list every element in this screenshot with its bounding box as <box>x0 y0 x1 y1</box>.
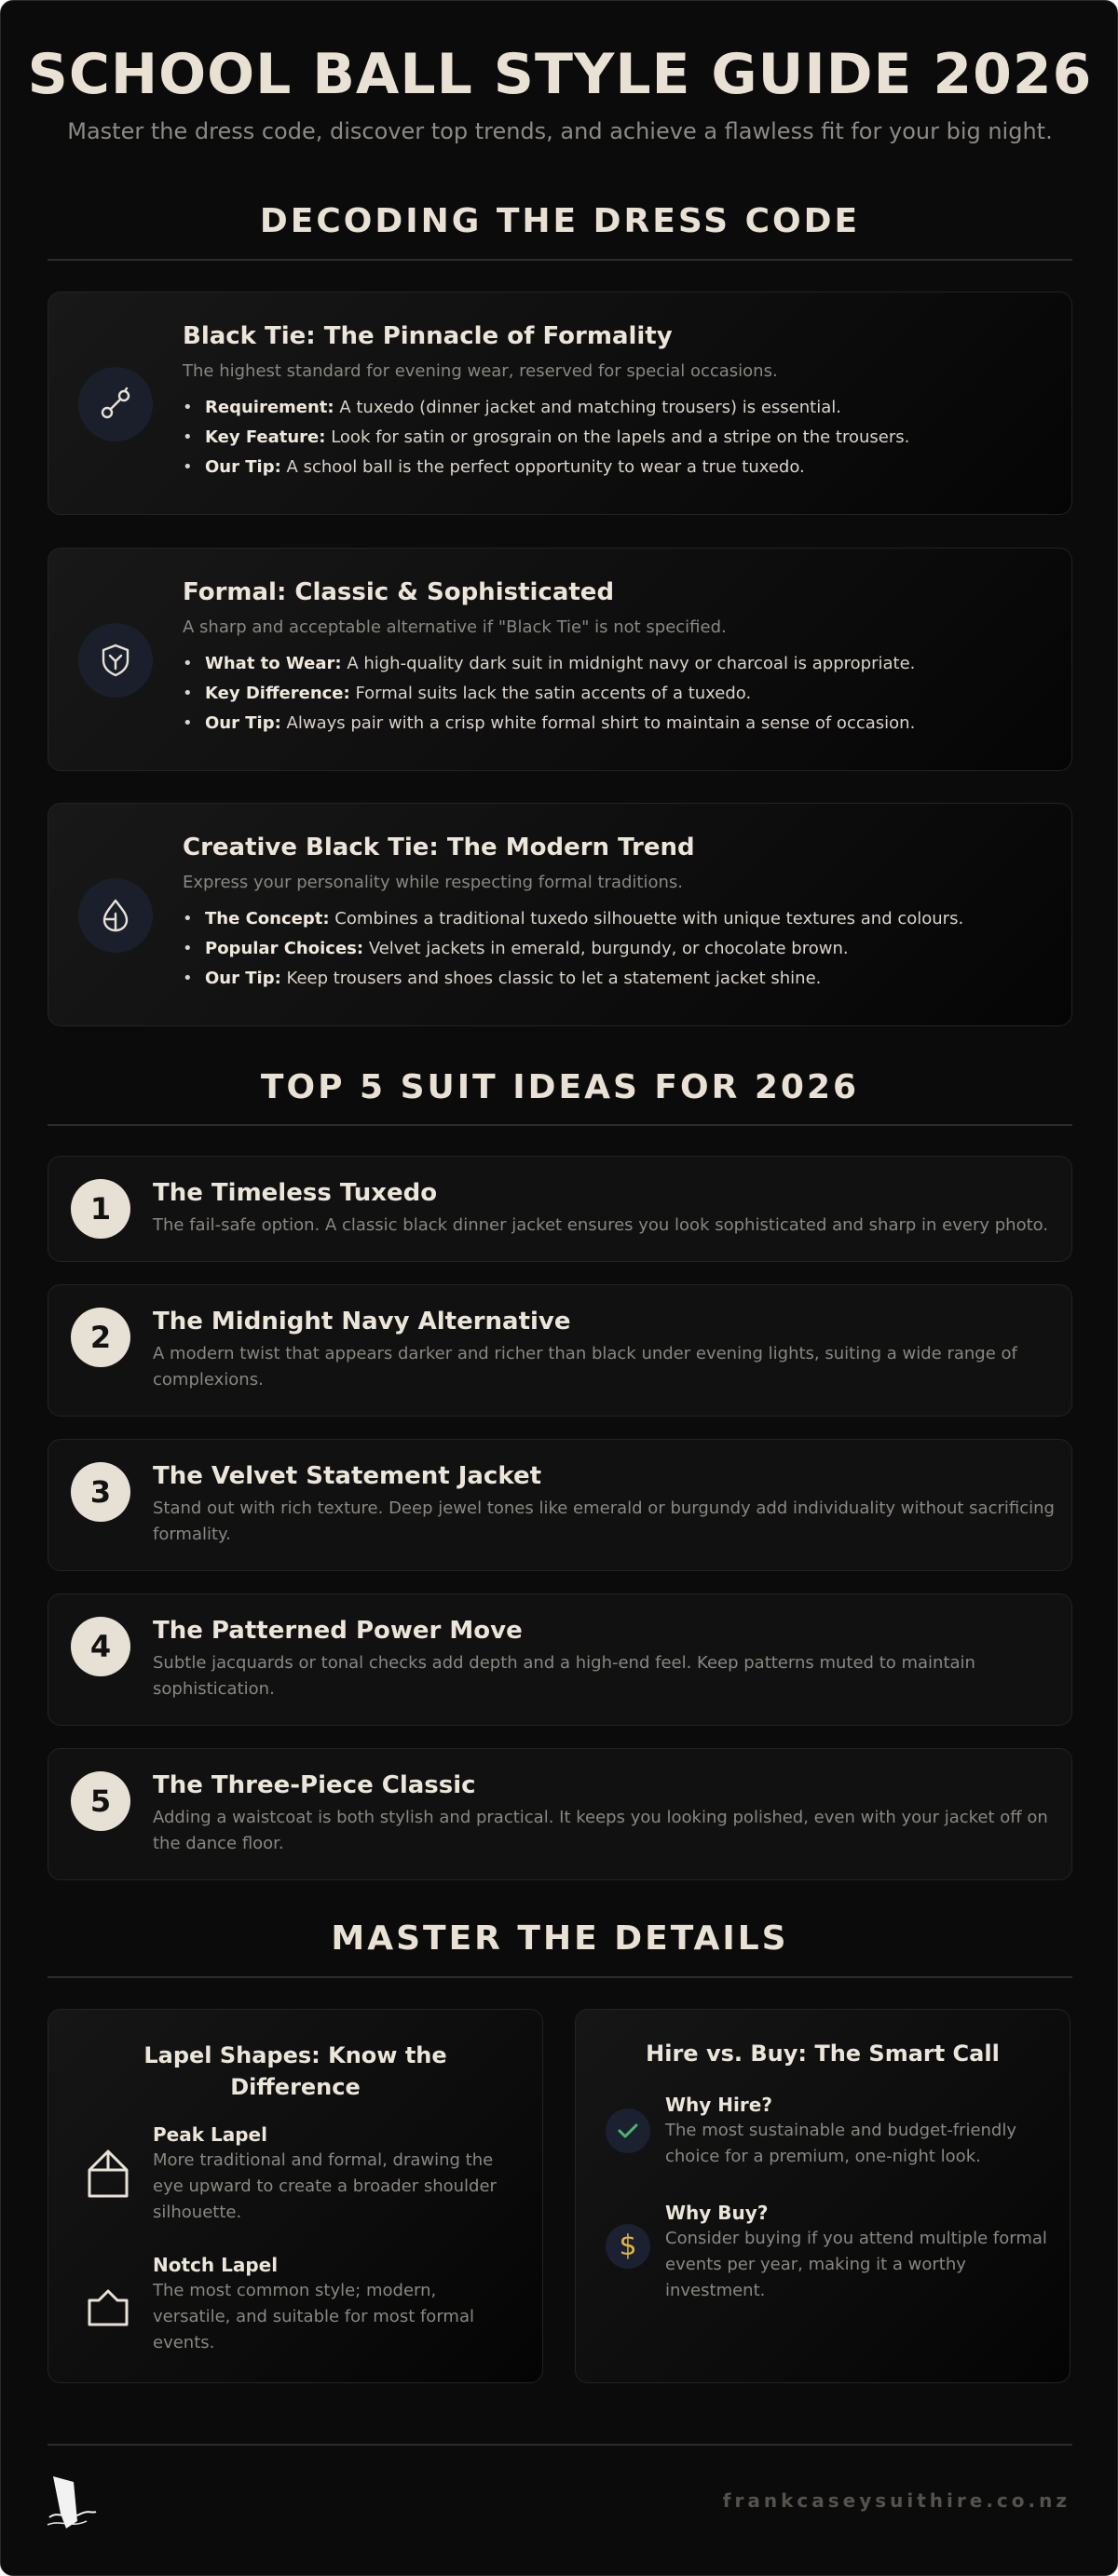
point-label: Key Feature: <box>205 427 326 447</box>
list-item <box>183 423 1049 453</box>
droplet-icon <box>78 878 153 953</box>
suit-card <box>48 1284 1072 1417</box>
lapel-item-title: Notch Lapel <box>153 2254 279 2276</box>
list-item <box>183 934 1049 964</box>
dress-code-card-formal <box>48 548 1072 771</box>
suit-card <box>48 1156 1072 1262</box>
tuxedo-pin-icon <box>78 367 153 441</box>
point-text: A tuxedo (dinner jacket and matching trousers) is essential. <box>339 398 841 417</box>
page-subtitle: Master the dress code, discover top trends, and achieve a flawless fit for your big night. <box>67 118 1053 144</box>
hire-item-text: The most sustainable and budget-friendly choice for a premium, one-night look. <box>665 2121 1017 2166</box>
point-text: A school ball is the perfect opportunity to wear a true tuxedo. <box>286 457 805 477</box>
suit-description: Subtle jacquards or tonal checks add depth and a high-end feel. Keep patterns muted to maintain sophistication. <box>153 1653 975 1699</box>
point-label: Popular Choices: <box>205 939 364 958</box>
suit-title: The Three-Piece Classic <box>153 1771 476 1799</box>
card-title: Black Tie: The Pinnacle of Formality <box>183 322 673 350</box>
card-title: Lapel Shapes: Know the Difference <box>143 2042 447 2100</box>
suit-number-badge: 4 <box>71 1617 130 1676</box>
point-label: The Concept: <box>205 909 330 929</box>
card-title: Hire vs. Buy: The Smart Call <box>646 2040 1000 2067</box>
suit-title: The Midnight Navy Alternative <box>153 1308 571 1335</box>
suit-description: A modern twist that appears darker and richer than black under evening lights, suiting a wide range of complexions. <box>153 1344 1017 1390</box>
point-label: Requirement: <box>205 398 334 417</box>
suit-title: The Timeless Tuxedo <box>153 1179 438 1207</box>
dollar-icon: $ <box>606 2224 650 2269</box>
dress-code-card-black-tie <box>48 291 1072 515</box>
point-text: Combines a traditional tuxedo silhouette with unique textures and colours. <box>334 909 964 929</box>
page-title: SCHOOL BALL STYLE GUIDE 2026 <box>27 42 1093 107</box>
card-description: The highest standard for evening wear, reserved for special occasions. <box>183 361 778 381</box>
lapel-item-title: Peak Lapel <box>153 2123 267 2146</box>
lapel-shapes-card <box>48 2009 543 2383</box>
list-item <box>183 679 1049 709</box>
section-divider <box>48 1124 1072 1126</box>
dress-code-heading: DECODING THE DRESS CODE <box>259 202 861 240</box>
point-label: Our Tip: <box>205 969 281 988</box>
suit-number-badge: 5 <box>71 1771 130 1831</box>
dress-code-card-creative <box>48 803 1072 1026</box>
point-label: Our Tip: <box>205 713 281 733</box>
point-text: Velvet jackets in emerald, burgundy, or chocolate brown. <box>368 939 849 958</box>
shield-icon <box>78 623 153 698</box>
lapel-item-text: More traditional and formal, drawing the eye upward to create a broader shoulder silhouette. <box>153 2150 497 2222</box>
point-label: What to Wear: <box>205 654 342 673</box>
hire-item-title: Why Hire? <box>665 2094 772 2116</box>
check-icon <box>606 2108 650 2153</box>
card-title: Formal: Classic & Sophisticated <box>183 578 615 606</box>
card-description: Express your personality while respecting formal traditions. <box>183 873 683 892</box>
website-link[interactable]: frankcaseysuithire.co.nz <box>722 2489 1070 2512</box>
buy-item-text: Consider buying if you attend multiple formal events per year, making it a worthy investment. <box>665 2229 1047 2300</box>
hire-vs-buy-card <box>575 2009 1070 2383</box>
point-text: Formal suits lack the satin accents of a tuxedo. <box>355 684 752 703</box>
card-points <box>183 904 1049 994</box>
section-divider <box>48 259 1072 261</box>
suit-title: The Velvet Statement Jacket <box>153 1462 542 1490</box>
suit-number-badge: 3 <box>71 1462 130 1522</box>
list-item <box>183 649 1049 679</box>
section-divider <box>48 1976 1072 1978</box>
suit-description: The fail-safe option. A classic black dinner jacket ensures you look sophisticated and sharp in every photo. <box>153 1215 1049 1235</box>
peak-lapel-icon <box>86 2148 130 2200</box>
suit-description: Stand out with rich texture. Deep jewel tones like emerald or burgundy add individuality without sacrificing formality. <box>153 1498 1055 1544</box>
point-label: Our Tip: <box>205 457 281 477</box>
point-text: Always pair with a crisp white formal shirt to maintain a sense of occasion. <box>286 713 916 733</box>
buy-item-title: Why Buy? <box>665 2202 769 2224</box>
list-item <box>183 393 1049 423</box>
suit-description: Adding a waistcoat is both stylish and practical. It keeps you looking polished, even with your jacket off on the dance floor. <box>153 1808 1048 1853</box>
list-item <box>183 453 1049 482</box>
notch-lapel-icon <box>86 2287 130 2328</box>
point-text: Keep trousers and shoes classic to let a statement jacket shine. <box>286 969 822 988</box>
brand-logo-icon[interactable] <box>46 2473 98 2536</box>
suit-number-badge: 1 <box>71 1179 130 1239</box>
card-points <box>183 649 1049 739</box>
lapel-item-text: The most common style; modern, versatile, and suitable for most formal events. <box>153 2281 474 2352</box>
card-description: A sharp and acceptable alternative if "Black Tie" is not specified. <box>183 617 727 637</box>
suit-title: The Patterned Power Move <box>153 1617 523 1645</box>
suit-number-badge: 2 <box>71 1308 130 1367</box>
point-text: A high-quality dark suit in midnight navy or charcoal is appropriate. <box>347 654 916 673</box>
list-item <box>183 964 1049 994</box>
list-item <box>183 904 1049 934</box>
suit-card <box>48 1748 1072 1880</box>
point-label: Key Difference: <box>205 684 350 703</box>
suits-heading: TOP 5 SUIT IDEAS FOR 2026 <box>260 1068 860 1106</box>
card-points <box>183 393 1049 482</box>
card-title: Creative Black Tie: The Modern Trend <box>183 834 695 861</box>
suit-card <box>48 1593 1072 1726</box>
footer-divider <box>48 2444 1072 2446</box>
details-heading: MASTER THE DETAILS <box>331 1919 789 1958</box>
list-item <box>183 709 1049 739</box>
point-text: Look for satin or grosgrain on the lapels and a stripe on the trousers. <box>331 427 910 447</box>
suit-card <box>48 1439 1072 1571</box>
